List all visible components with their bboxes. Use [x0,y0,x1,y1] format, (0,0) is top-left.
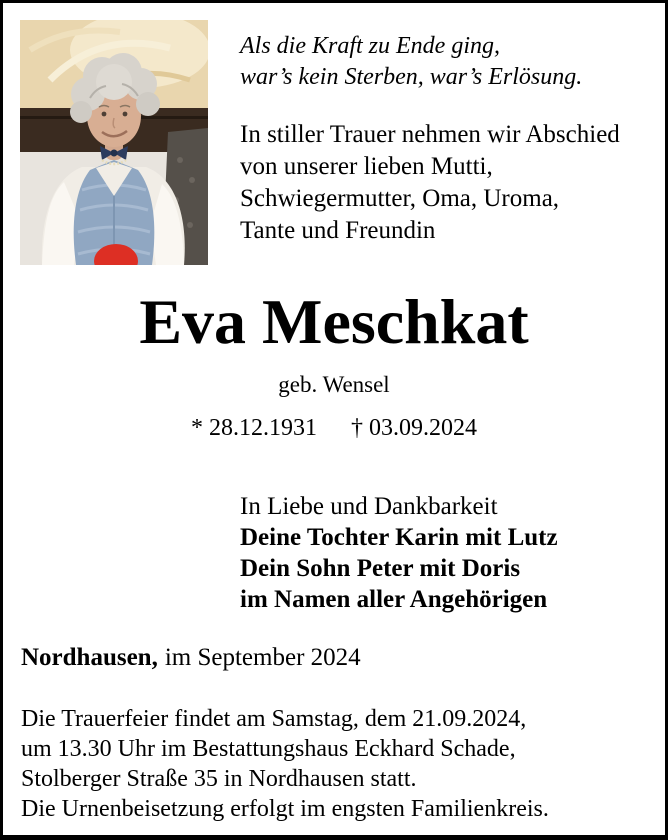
portrait-illustration [20,20,208,265]
intro-line: In stiller Trauer nehmen wir Abschied [240,121,620,148]
deceased-name: Eva Meschkat [139,286,529,357]
farewell-block [240,491,558,615]
death-date: † 03.09.2024 [351,415,477,441]
intro-line: von unserer lieben Mutti, [240,153,493,180]
life-dates [3,413,665,443]
memorial-verse [240,31,582,93]
funeral-info [21,704,549,824]
mourning-intro [240,119,620,247]
intro-line: Schwiegermutter, Oma, Uroma, [240,185,560,212]
elderly-woman-portrait-photo [20,20,208,265]
verse-line: Als die Kraft zu Ende ging, [240,33,500,59]
mourner-line: Dein Sohn Peter mit Doris [240,555,521,582]
funeral-line: um 13.30 Uhr im Bestattungshaus Eckhard Schade, [21,736,516,762]
mourner-line: Deine Tochter Karin mit Lutz [240,524,558,551]
place-date-text: im September 2024 [164,644,361,671]
funeral-line: Die Trauerfeier findet am Samstag, dem 21.09.2024, [21,706,527,732]
funeral-line: Stolberger Straße 35 in Nordhausen statt. [21,766,417,792]
intro-line: Tante und Freundin [240,217,436,244]
place-date-line [21,643,361,673]
maiden-name: geb. Wensel [278,372,390,397]
farewell-intro-line: In Liebe und Dankbarkeit [240,493,498,520]
birth-date: * 28.12.1931 [191,415,317,441]
city-name: Nordhausen, [21,644,158,671]
verse-line: war’s kein Sterben, war’s Erlösung. [240,64,583,90]
mourner-line: im Namen aller Angehörigen [240,586,548,613]
funeral-line: Die Urnenbeisetzung erfolgt im engsten Familienkreis. [21,796,549,822]
